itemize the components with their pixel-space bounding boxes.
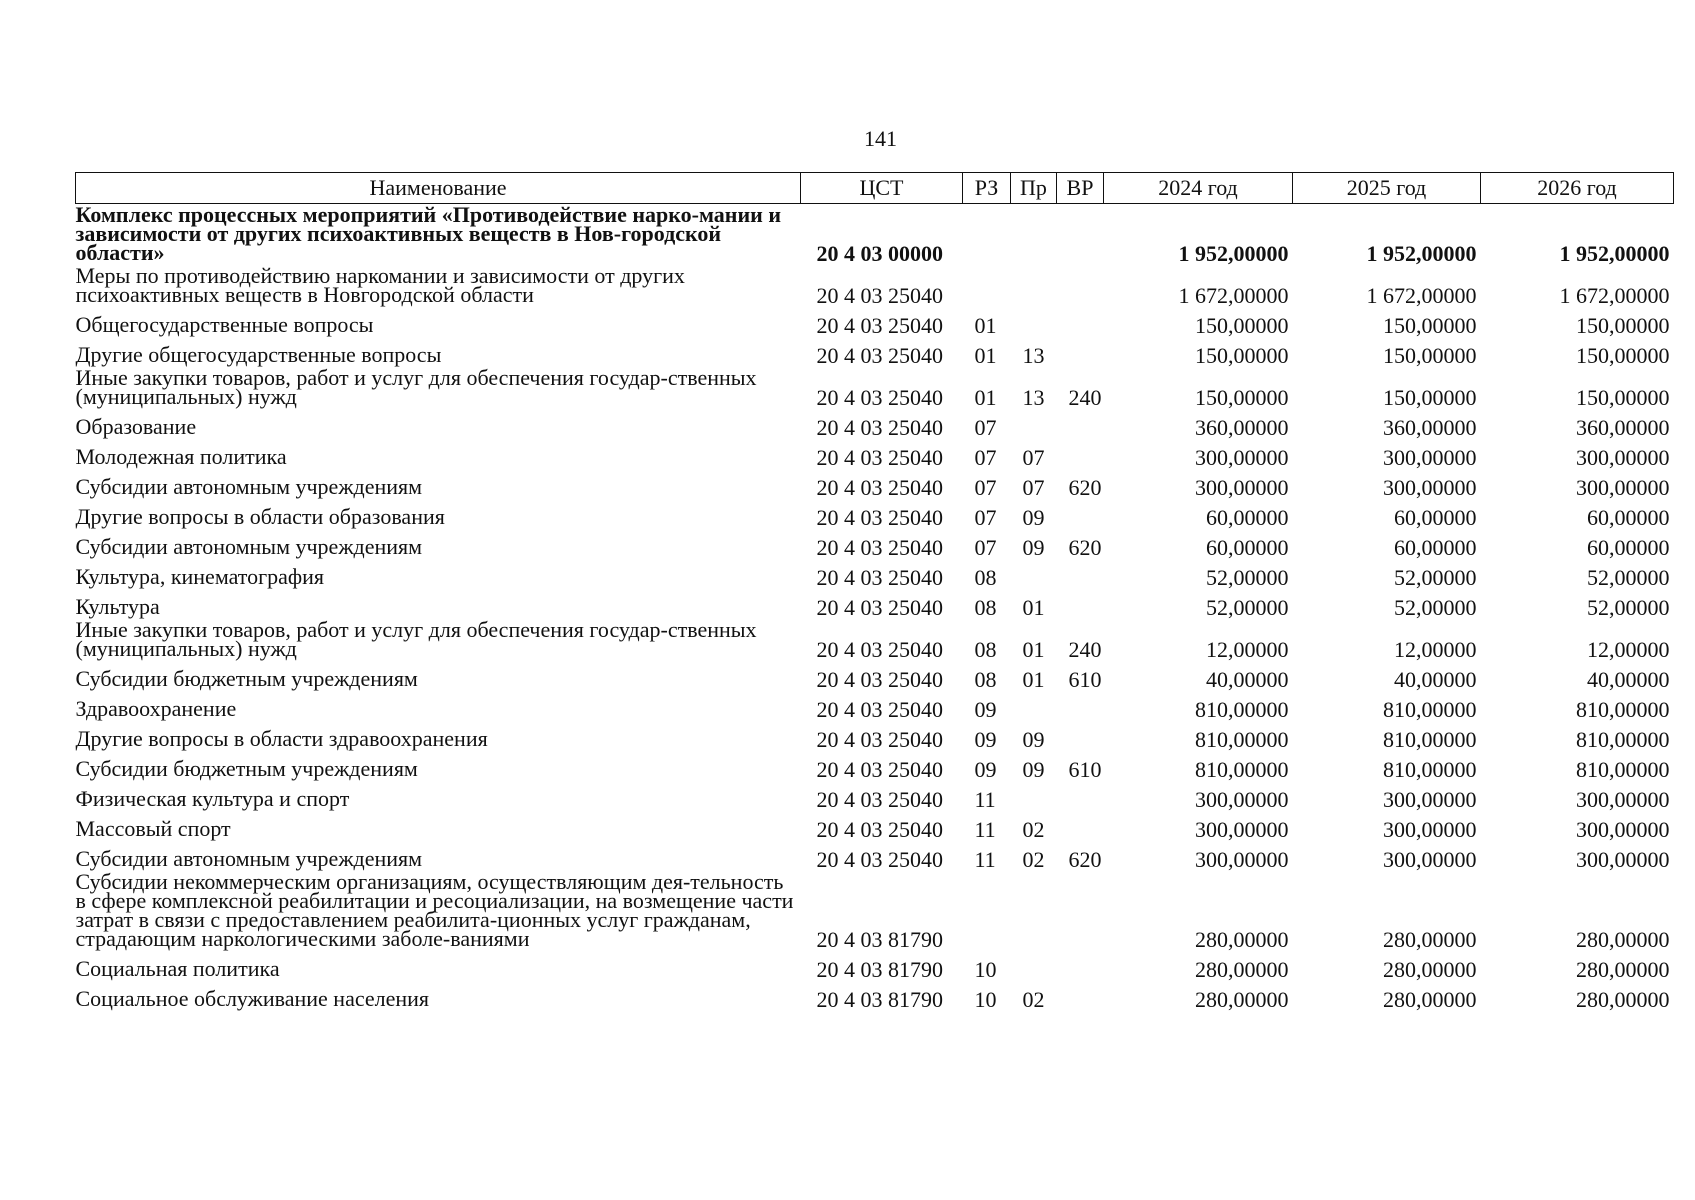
table-row (76, 265, 1674, 307)
cell-2025: 810,00000 (1383, 727, 1477, 752)
cell-cst: 20 4 03 25040 (816, 757, 943, 782)
cell-name: Меры по противодействию наркомании и зависимости от других психоактивных веществ в Новгородской области (75, 263, 685, 307)
table-row (76, 781, 1674, 811)
cell-cst: 20 4 03 00000 (816, 241, 943, 266)
cell-cst: 20 4 03 25040 (816, 817, 943, 842)
cell-2025: 280,00000 (1383, 957, 1477, 982)
cell-rz: 11 (974, 787, 996, 812)
table-row (76, 499, 1674, 529)
cell-name: Субсидии бюджетным учреждениям (75, 756, 418, 781)
cell-name: Субсидии автономным учреждениям (75, 534, 423, 559)
cell-rz (963, 265, 1011, 307)
cell-2025: 1 952,00000 (1366, 241, 1477, 266)
cell-name: Молодежная политика (75, 444, 287, 469)
cell-rz: 07 (974, 415, 997, 440)
cell-vr (1057, 589, 1104, 619)
cell-name: Другие общегосударственные вопросы (75, 342, 442, 367)
cell-pr (1011, 204, 1057, 266)
cell-cst: 20 4 03 25040 (816, 445, 943, 470)
header-rz: РЗ (963, 173, 1011, 204)
cell-rz: 07 (974, 535, 997, 560)
cell-pr (1011, 409, 1057, 439)
table-row (76, 871, 1674, 951)
cell-2025: 60,00000 (1394, 505, 1477, 530)
header-pr: Пр (1011, 173, 1057, 204)
cell-2026: 300,00000 (1576, 787, 1670, 812)
cell-cst: 20 4 03 25040 (816, 415, 943, 440)
cell-cst: 20 4 03 81790 (816, 927, 943, 952)
cell-2025: 12,00000 (1394, 637, 1477, 662)
cell-rz: 11 (974, 817, 996, 842)
cell-2026: 280,00000 (1576, 927, 1670, 952)
table-row (76, 981, 1674, 1011)
cell-pr (1011, 559, 1057, 589)
cell-rz: 08 (974, 637, 997, 662)
header-vr: ВР (1057, 173, 1104, 204)
cell-cst: 20 4 03 25040 (816, 637, 943, 662)
cell-vr (1057, 721, 1104, 751)
cell-name: Культура (75, 594, 160, 619)
cell-rz: 01 (974, 385, 997, 410)
header-name: Наименование (76, 173, 801, 204)
cell-cst: 20 4 03 25040 (816, 787, 943, 812)
cell-2025: 150,00000 (1383, 385, 1477, 410)
cell-vr (1057, 951, 1104, 981)
cell-rz (963, 204, 1011, 266)
cell-name: Физическая культура и спорт (75, 786, 350, 811)
cell-2025: 300,00000 (1383, 817, 1477, 842)
cell-2026: 810,00000 (1576, 697, 1670, 722)
cell-pr: 13 (1022, 343, 1045, 368)
cell-pr (1011, 951, 1057, 981)
cell-pr (1011, 871, 1057, 951)
cell-pr (1011, 781, 1057, 811)
cell-cst: 20 4 03 25040 (816, 595, 943, 620)
cell-2026: 40,00000 (1587, 667, 1670, 692)
cell-2025: 150,00000 (1383, 343, 1477, 368)
cell-name: Общегосударственные вопросы (75, 312, 374, 337)
table-row (76, 951, 1674, 981)
cell-vr (1057, 981, 1104, 1011)
cell-2025: 810,00000 (1383, 757, 1477, 782)
table-row (76, 409, 1674, 439)
table-header (76, 173, 1674, 204)
cell-2026: 150,00000 (1576, 313, 1670, 338)
table-body (76, 204, 1674, 1012)
table-row (76, 337, 1674, 367)
cell-pr: 09 (1022, 535, 1045, 560)
cell-name: Социальное обслуживание населения (75, 986, 430, 1011)
cell-2026: 360,00000 (1576, 415, 1670, 440)
cell-cst: 20 4 03 25040 (816, 565, 943, 590)
cell-2024: 810,00000 (1195, 697, 1289, 722)
cell-name: Субсидии некоммерческим организациям, осуществляющим дея-тельность в сфере комплексной реабилитации и ресоциализации, на возмещение части затрат в связи с предоставлением реабилита-ционных услуг гражданам, страдающим наркологическими заболе-ваниями (75, 869, 794, 951)
table-row (76, 307, 1674, 337)
cell-pr: 02 (1022, 817, 1045, 842)
cell-2025: 300,00000 (1383, 847, 1477, 872)
cell-name: Здравоохранение (75, 696, 237, 721)
cell-rz (963, 871, 1011, 951)
cell-pr: 07 (1022, 475, 1045, 500)
cell-2024: 280,00000 (1195, 987, 1289, 1012)
cell-vr (1057, 204, 1104, 266)
cell-rz: 09 (974, 697, 997, 722)
header-year-2025: 2025 год (1293, 173, 1481, 204)
cell-2024: 52,00000 (1206, 565, 1289, 590)
cell-2025: 300,00000 (1383, 787, 1477, 812)
cell-2024: 300,00000 (1195, 847, 1289, 872)
cell-vr (1057, 439, 1104, 469)
cell-vr (1057, 307, 1104, 337)
cell-cst: 20 4 03 25040 (816, 313, 943, 338)
cell-cst: 20 4 03 25040 (816, 505, 943, 530)
table-row (76, 204, 1674, 266)
cell-2026: 810,00000 (1576, 727, 1670, 752)
cell-pr (1011, 265, 1057, 307)
cell-vr: 620 (1068, 847, 1102, 872)
cell-rz: 10 (974, 957, 997, 982)
header-year-2026: 2026 год (1481, 173, 1674, 204)
table-row (76, 751, 1674, 781)
table-row (76, 661, 1674, 691)
cell-pr (1011, 307, 1057, 337)
cell-2025: 300,00000 (1383, 475, 1477, 500)
cell-2024: 60,00000 (1206, 535, 1289, 560)
cell-name: Другие вопросы в области образования (75, 504, 445, 529)
cell-2024: 300,00000 (1195, 475, 1289, 500)
cell-2026: 300,00000 (1576, 475, 1670, 500)
header-year-2024: 2024 год (1104, 173, 1293, 204)
cell-2026: 52,00000 (1587, 595, 1670, 620)
cell-rz: 09 (974, 757, 997, 782)
cell-pr: 07 (1022, 445, 1045, 470)
cell-vr: 240 (1068, 385, 1102, 410)
cell-pr: 02 (1022, 847, 1045, 872)
cell-2024: 40,00000 (1206, 667, 1289, 692)
cell-2026: 60,00000 (1587, 505, 1670, 530)
cell-2024: 300,00000 (1195, 817, 1289, 842)
cell-rz: 01 (974, 343, 997, 368)
cell-cst: 20 4 03 81790 (816, 957, 943, 982)
cell-2024: 1 952,00000 (1178, 241, 1289, 266)
cell-vr: 240 (1068, 637, 1102, 662)
cell-cst: 20 4 03 25040 (816, 697, 943, 722)
cell-2025: 280,00000 (1383, 927, 1477, 952)
cell-rz: 11 (974, 847, 996, 872)
cell-rz: 08 (974, 565, 997, 590)
cell-2026: 810,00000 (1576, 757, 1670, 782)
cell-cst: 20 4 03 25040 (816, 667, 943, 692)
cell-2026: 300,00000 (1576, 847, 1670, 872)
cell-2024: 12,00000 (1206, 637, 1289, 662)
cell-rz: 09 (974, 727, 997, 752)
cell-2024: 300,00000 (1195, 787, 1289, 812)
table-row (76, 469, 1674, 499)
cell-cst: 20 4 03 25040 (816, 847, 943, 872)
table-row (76, 811, 1674, 841)
table-row (76, 841, 1674, 871)
cell-cst: 20 4 03 25040 (816, 343, 943, 368)
cell-2024: 60,00000 (1206, 505, 1289, 530)
cell-name: Образование (75, 414, 197, 439)
cell-name: Субсидии бюджетным учреждениям (75, 666, 418, 691)
cell-vr (1057, 337, 1104, 367)
cell-cst: 20 4 03 25040 (816, 283, 943, 308)
cell-2026: 1 672,00000 (1559, 283, 1670, 308)
cell-2025: 810,00000 (1383, 697, 1477, 722)
cell-cst: 20 4 03 25040 (816, 475, 943, 500)
table-row (76, 691, 1674, 721)
cell-name: Другие вопросы в области здравоохранения (75, 726, 488, 751)
budget-table (75, 172, 1674, 1011)
table-row (76, 589, 1674, 619)
cell-2025: 52,00000 (1394, 565, 1477, 590)
cell-name: Массовый спорт (75, 816, 231, 841)
cell-2026: 60,00000 (1587, 535, 1670, 560)
cell-vr (1057, 871, 1104, 951)
cell-rz: 08 (974, 595, 997, 620)
cell-name: Культура, кинематография (75, 564, 325, 589)
cell-pr: 01 (1022, 637, 1045, 662)
cell-rz: 10 (974, 987, 997, 1012)
cell-2024: 150,00000 (1195, 343, 1289, 368)
cell-cst: 20 4 03 25040 (816, 535, 943, 560)
cell-pr: 01 (1022, 595, 1045, 620)
cell-2024: 280,00000 (1195, 927, 1289, 952)
cell-cst: 20 4 03 25040 (816, 385, 943, 410)
cell-2024: 300,00000 (1195, 445, 1289, 470)
cell-2026: 300,00000 (1576, 817, 1670, 842)
cell-2024: 280,00000 (1195, 957, 1289, 982)
header-row (76, 173, 1674, 204)
cell-vr: 620 (1068, 475, 1102, 500)
cell-2026: 150,00000 (1576, 343, 1670, 368)
cell-2026: 150,00000 (1576, 385, 1670, 410)
cell-2024: 360,00000 (1195, 415, 1289, 440)
cell-2026: 12,00000 (1587, 637, 1670, 662)
cell-name: Субсидии автономным учреждениям (75, 474, 423, 499)
cell-2024: 810,00000 (1195, 727, 1289, 752)
cell-rz: 08 (974, 667, 997, 692)
cell-vr (1057, 559, 1104, 589)
cell-rz: 07 (974, 445, 997, 470)
cell-2024: 1 672,00000 (1178, 283, 1289, 308)
cell-2025: 60,00000 (1394, 535, 1477, 560)
cell-vr (1057, 781, 1104, 811)
table-row (76, 367, 1674, 409)
table-row (76, 559, 1674, 589)
cell-2026: 300,00000 (1576, 445, 1670, 470)
cell-2025: 300,00000 (1383, 445, 1477, 470)
cell-2024: 810,00000 (1195, 757, 1289, 782)
cell-2026: 52,00000 (1587, 565, 1670, 590)
cell-2024: 150,00000 (1195, 385, 1289, 410)
cell-vr (1057, 691, 1104, 721)
cell-vr: 610 (1068, 667, 1102, 692)
cell-pr: 13 (1022, 385, 1045, 410)
cell-2025: 150,00000 (1383, 313, 1477, 338)
cell-vr (1057, 265, 1104, 307)
cell-2025: 52,00000 (1394, 595, 1477, 620)
cell-rz: 07 (974, 505, 997, 530)
cell-name: Комплекс процессных мероприятий «Противодействие нарко-мании и зависимости от других психоактивных веществ в Нов-городской области» (75, 202, 781, 265)
page-number: 141 (864, 126, 897, 151)
cell-vr (1057, 409, 1104, 439)
cell-vr: 610 (1068, 757, 1102, 782)
cell-name: Субсидии автономным учреждениям (75, 846, 423, 871)
cell-2026: 280,00000 (1576, 987, 1670, 1012)
cell-pr: 01 (1022, 667, 1045, 692)
cell-name: Иные закупки товаров, работ и услуг для обеспечения государ-ственных (муниципальных) нужд (75, 365, 757, 409)
cell-cst: 20 4 03 25040 (816, 727, 943, 752)
table-row (76, 529, 1674, 559)
table-row (76, 619, 1674, 661)
cell-2026: 1 952,00000 (1559, 241, 1670, 266)
cell-vr: 620 (1068, 535, 1102, 560)
cell-cst: 20 4 03 81790 (816, 987, 943, 1012)
cell-pr: 02 (1022, 987, 1045, 1012)
cell-2025: 40,00000 (1394, 667, 1477, 692)
cell-2024: 150,00000 (1195, 313, 1289, 338)
table-row (76, 439, 1674, 469)
cell-2025: 360,00000 (1383, 415, 1477, 440)
cell-rz: 07 (974, 475, 997, 500)
cell-2024: 52,00000 (1206, 595, 1289, 620)
cell-vr (1057, 499, 1104, 529)
cell-name: Социальная политика (75, 956, 280, 981)
cell-name: Иные закупки товаров, работ и услуг для обеспечения государ-ственных (муниципальных) нужд (75, 617, 757, 661)
cell-rz: 01 (974, 313, 997, 338)
cell-2025: 1 672,00000 (1366, 283, 1477, 308)
cell-vr (1057, 811, 1104, 841)
cell-pr (1011, 691, 1057, 721)
cell-pr: 09 (1022, 727, 1045, 752)
table-row (76, 721, 1674, 751)
cell-2026: 280,00000 (1576, 957, 1670, 982)
cell-2025: 280,00000 (1383, 987, 1477, 1012)
cell-pr: 09 (1022, 757, 1045, 782)
header-cst: ЦСТ (801, 173, 963, 204)
cell-pr: 09 (1022, 505, 1045, 530)
